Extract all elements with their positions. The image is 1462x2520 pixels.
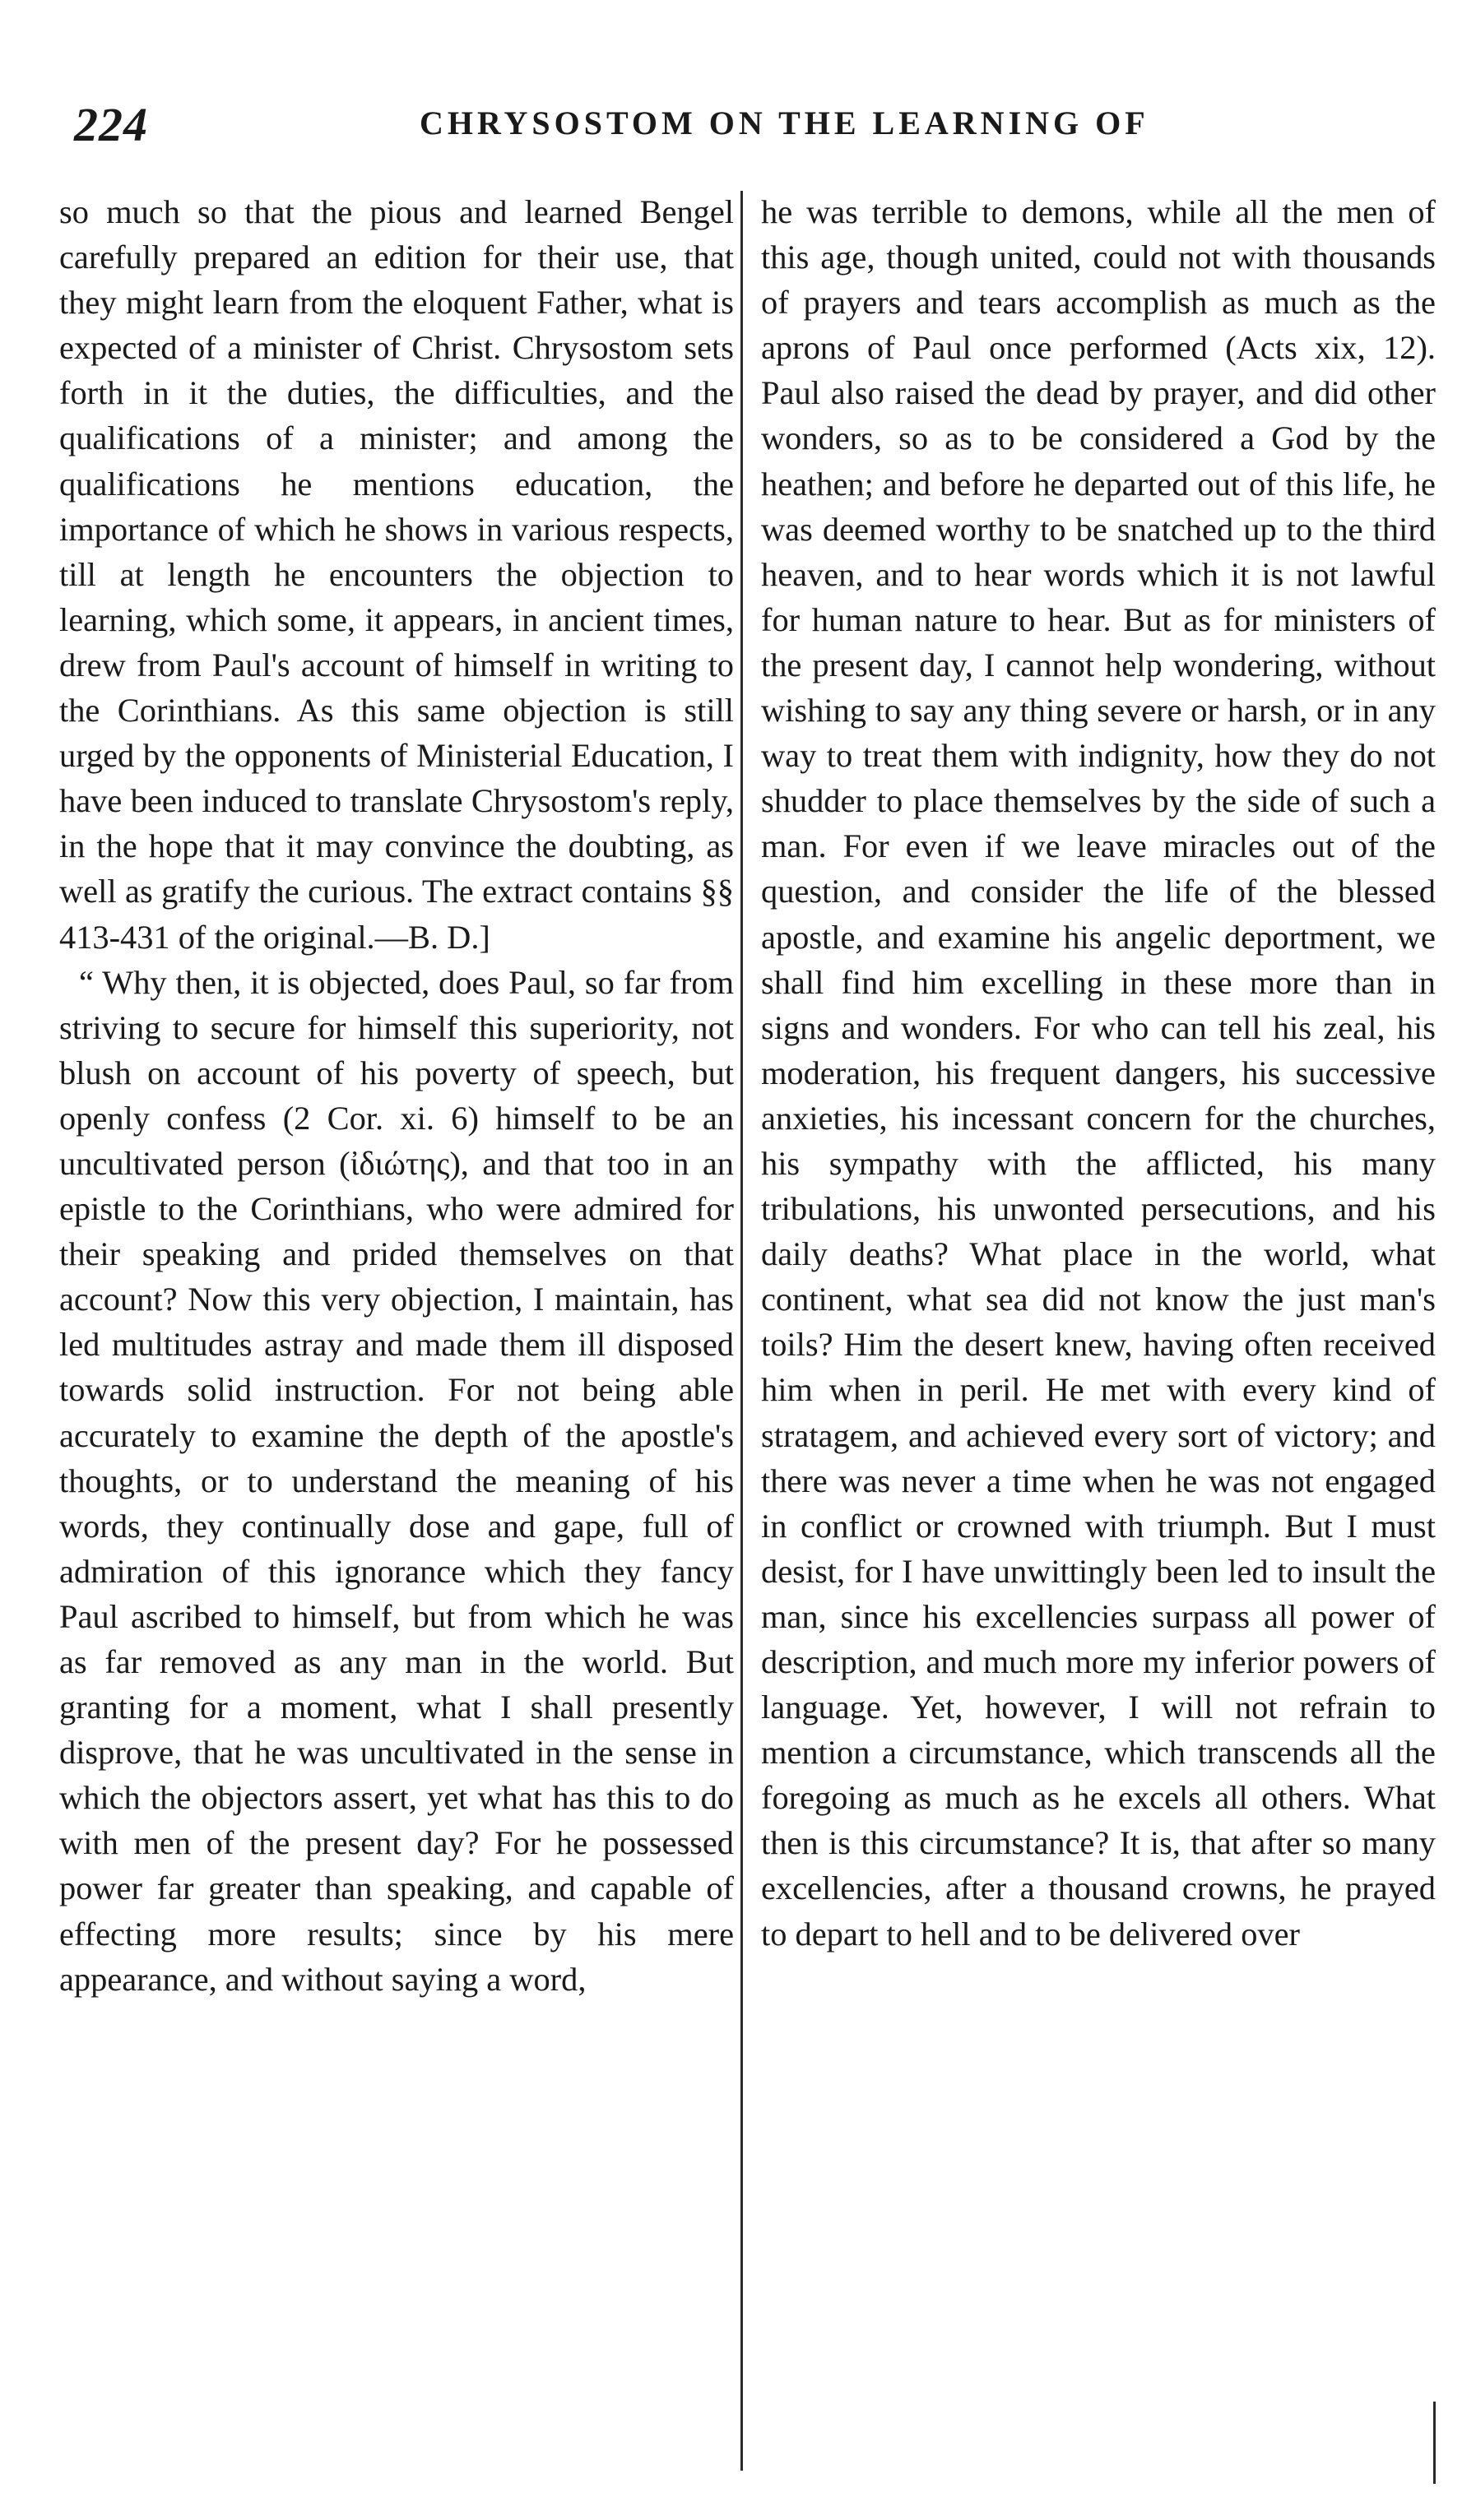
page-header — [74, 97, 1399, 163]
left-column — [59, 189, 734, 2484]
right-edge-mark — [1433, 2402, 1436, 2484]
left-paragraph-2: “ Why then, it is objected, does Paul, so far from striving to secure for himself this superiority, not blush on account of his poverty of speech, but openly confess (2 Cor. xi. 6) himself to be an uncultivated person (ἰδιώτης), and that too in an epistle to the Corinthians, who were admired for their speaking and prided themselves on that account? Now this very objection, I maintain, has led multitudes astray and made them ill disposed towards solid instruction. For not being able accurately to examine the depth of the apostle's thoughts, or to understand the meaning of his words, they continually dose and gape, full of admiration of this ignorance which they fancy Paul ascribed to himself, but from which he was as far removed as any man in the world. But granting for a moment, what I shall presently disprove, that he was uncultivated in the sense in which the objectors assert, yet what has this to do with men of the present day? For he possessed power far greater than speaking, and capable of effecting more results; since by his mere appearance, and without saying a word, — [59, 963, 734, 1998]
left-paragraph-1: so much so that the pious and learned Bengel carefully prepared an edition for their use, that they might learn from the eloquent Father, what is expected of a minister of Christ. Chrysostom sets forth in it the duties, the difficulties, and the qualifications of a minister; and among the qualifications he mentions education, the importance of which he shows in various respects, till at length he encounters the objection to learning, which some, it appears, in ancient times, drew from Paul's account of himself in writing to the Corinthians. As this same objection is still urged by the opponents of Ministerial Education, I have been induced to translate Chrysostom's reply, in the hope that it may convince the doubting, as well as gratify the curious. The extract contains §§ 413-431 of the original.—B. D.] — [59, 193, 734, 956]
column-divider — [740, 191, 743, 2471]
right-paragraph-1: he was terrible to demons, while all the men of this age, though united, could not with thousands of prayers and tears accomplish as much as the aprons of Paul once performed (Acts xix, 12). Paul also raised the dead by prayer, and did other wonders, so as to be considered a God by the heathen; and before he departed out of this life, he was deemed worthy to be snatched up to the third heaven, and to hear words which it is not lawful for human nature to hear. But as for ministers of the present day, I cannot help wondering, without wishing to say any thing severe or harsh, or in any way to treat them with indignity, how they do not shudder to place themselves by the side of such a man. For even if we leave miracles out of the question, and consider the life of the blessed apostle, and examine his angelic deportment, we shall find him excelling in these more than in signs and wonders. For who can tell his zeal, his moderation, his frequent dangers, his successive anxieties, his incessant concern for the churches, his sympathy with the afflicted, his many tribulations, his unwonted persecutions, and his daily deaths? What place in the world, what continent, what sea did not know the just man's toils? Him the desert knew, having often received him when in peril. He met with every kind of stratagem, and achieved every sort of victory; and there was never a time when he was not engaged in conflict or crowned with triumph. But I must desist, for I have unwittingly been led to insult the man, since his excellencies surpass all power of description, and much more my inferior powers of language. Yet, however, I will not refrain to mention a circumstance, which transcends all the foregoing as much as he excels all others. What then is this circumstance? It is, that after so many excellencies, after a thousand crowns, he prayed to depart to hell and to be delivered over — [761, 193, 1436, 1953]
right-column — [761, 189, 1436, 2484]
page-number: 224 — [74, 98, 148, 151]
running-title: CHRYSOSTOM ON THE LEARNING OF — [420, 104, 1149, 141]
